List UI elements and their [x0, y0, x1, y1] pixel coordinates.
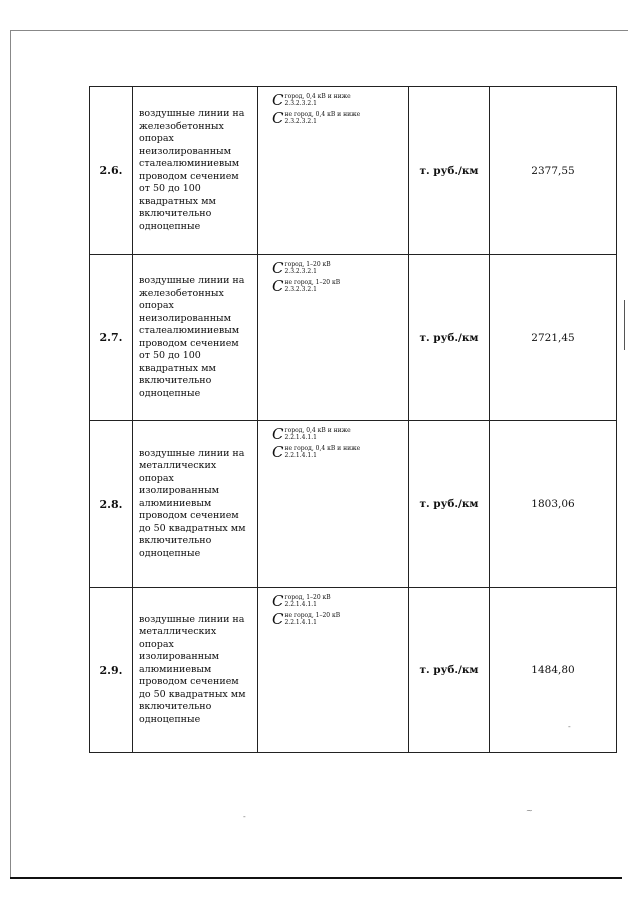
formula-symbol: C — [272, 610, 284, 628]
formula-subscript: 2.3.2.3.2.1 — [284, 286, 317, 293]
scan-border-top — [10, 30, 628, 31]
formula-line — [272, 93, 402, 107]
formula-superscript: не город, 1–20 кВ — [284, 279, 341, 286]
formula-symbol: C — [272, 425, 284, 443]
row-description: воздушные линии на металлических опорах изолированным алюминиевым проводом сечением до 50 квадратных мм включительно одноцепные — [133, 421, 258, 588]
formula-line — [272, 261, 402, 275]
row-description: воздушные линии на железобетонных опорах неизолированным сталеалюминиевым проводом сечением от 50 до 100 квадратных мм включительно одноцепные — [133, 87, 258, 255]
rates-table — [89, 86, 617, 753]
row-formula — [258, 255, 409, 421]
formula-symbol: C — [272, 592, 284, 610]
scan-mark: - — [243, 812, 246, 821]
formula-symbol: C — [272, 443, 284, 461]
formula-symbol: C — [272, 109, 284, 127]
table-row — [90, 87, 617, 255]
row-formula — [258, 588, 409, 753]
row-number: 2.7. — [90, 255, 133, 421]
row-unit: т. руб./км — [409, 588, 490, 753]
formula-line — [272, 612, 402, 626]
table-row — [90, 588, 617, 753]
formula-line — [272, 445, 402, 459]
scan-border-right — [624, 300, 625, 350]
row-description: воздушные линии на железобетонных опорах неизолированным сталеалюминиевым проводом сечением от 50 до 100 квадратных мм включительно одноцепные — [133, 255, 258, 421]
formula-subscript: 2.3.2.3.2.1 — [284, 100, 317, 107]
table-row — [90, 255, 617, 421]
formula-symbol: C — [272, 91, 284, 109]
row-price: 1484,80 — [490, 588, 617, 753]
formula-superscript: город, 0,4 кВ и ниже — [284, 427, 351, 434]
formula-symbol: C — [272, 259, 284, 277]
formula-superscript: город, 1–20 кВ — [284, 261, 331, 268]
formula-subscript: 2.3.2.3.2.1 — [284, 268, 317, 275]
table-row — [90, 421, 617, 588]
row-unit: т. руб./км — [409, 87, 490, 255]
row-price: 2377,55 — [490, 87, 617, 255]
scan-mark: ~ — [526, 806, 533, 815]
formula-line — [272, 279, 402, 293]
formula-subscript: 2.2.1.4.1.1 — [284, 434, 317, 441]
formula-superscript: город, 1–20 кВ — [284, 594, 331, 601]
formula-superscript: не город, 0,4 кВ и ниже — [284, 445, 361, 452]
formula-line — [272, 111, 402, 125]
formula-superscript: не город, 0,4 кВ и ниже — [284, 111, 361, 118]
scan-mark: - — [568, 722, 571, 731]
formula-superscript: не город, 1–20 кВ — [284, 612, 341, 619]
formula-line — [272, 594, 402, 608]
row-formula — [258, 87, 409, 255]
row-number: 2.6. — [90, 87, 133, 255]
formula-subscript: 2.2.1.4.1.1 — [284, 601, 317, 608]
formula-subscript: 2.2.1.4.1.1 — [284, 619, 317, 626]
formula-superscript: город, 0,4 кВ и ниже — [284, 93, 351, 100]
row-number: 2.9. — [90, 588, 133, 753]
formula-subscript: 2.2.1.4.1.1 — [284, 452, 317, 459]
formula-line — [272, 427, 402, 441]
row-description: воздушные линии на металлических опорах изолированным алюминиевым проводом сечением до 50 квадратных мм включительно одноцепные — [133, 588, 258, 753]
scan-border-bottom — [10, 877, 622, 879]
scan-border-left — [10, 30, 11, 878]
row-unit: т. руб./км — [409, 421, 490, 588]
row-price: 1803,06 — [490, 421, 617, 588]
row-formula — [258, 421, 409, 588]
formula-subscript: 2.3.2.3.2.1 — [284, 118, 317, 125]
row-number: 2.8. — [90, 421, 133, 588]
formula-symbol: C — [272, 277, 284, 295]
row-unit: т. руб./км — [409, 255, 490, 421]
row-price: 2721,45 — [490, 255, 617, 421]
